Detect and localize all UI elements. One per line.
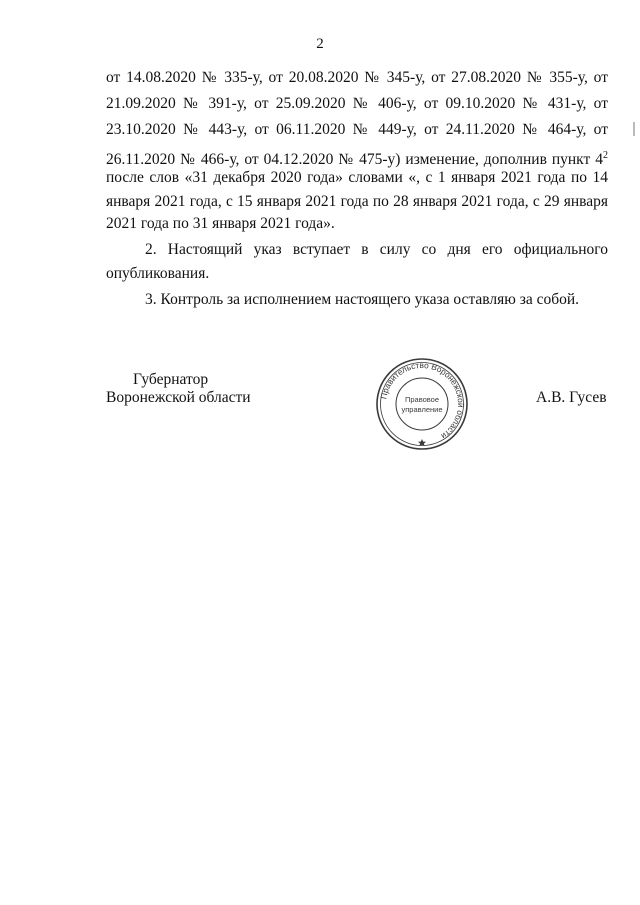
body-line-1: от 14.08.2020 № 335-у, от 20.08.2020 № 345-у, от 27.08.2020 № 355-у, от xyxy=(106,69,608,86)
stamp-center-line-1: Правовое xyxy=(404,395,440,404)
stamp-outer-ring xyxy=(377,359,467,449)
stamp-inner-ring xyxy=(396,378,448,430)
item-3-text: 3. Контроль за исполнением настоящего указа оставляю за собой. xyxy=(145,291,580,308)
page-number: 2 xyxy=(316,36,324,52)
body-line-6: января 2021 года, с 15 января 2021 года по 28 января 2021 года, с 29 января xyxy=(106,193,608,210)
stamp-center-line-2: управление xyxy=(401,405,443,414)
item-superscript: 2 xyxy=(603,150,608,161)
signatory-name: А.В. Гусев xyxy=(536,389,607,406)
scan-artifact-mark xyxy=(633,122,635,136)
body-line-3: 23.10.2020 № 443-у, от 06.11.2020 № 449-у, от 24.11.2020 № 464-у, от xyxy=(106,121,608,138)
item-2-line-2: опубликования. xyxy=(106,265,210,282)
body-line-2: 21.09.2020 № 391-у, от 25.09.2020 № 406-у, от 09.10.2020 № 431-у, от xyxy=(106,95,608,112)
item-2-line-1: 2. Настоящий указ вступает в силу со дня его официального xyxy=(145,241,608,258)
body-line-4-text: 26.11.2020 № 466-у, от 04.12.2020 № 475-у) изменение, дополнив пункт 4 xyxy=(106,151,603,169)
signatory-title-line-2: Воронежской области xyxy=(106,389,251,406)
body-line-5: после слов «31 декабря 2020 года» словами «, с 1 января 2021 года по 14 xyxy=(106,169,608,186)
body-line-4 xyxy=(106,146,608,170)
signatory-title-line-1: Губернатор xyxy=(133,371,209,388)
stamp-ring-text: Правительство Воронежской области xyxy=(378,359,467,442)
body-line-7: 2021 года по 31 января 2021 года». xyxy=(106,215,335,232)
official-stamp xyxy=(374,356,470,452)
